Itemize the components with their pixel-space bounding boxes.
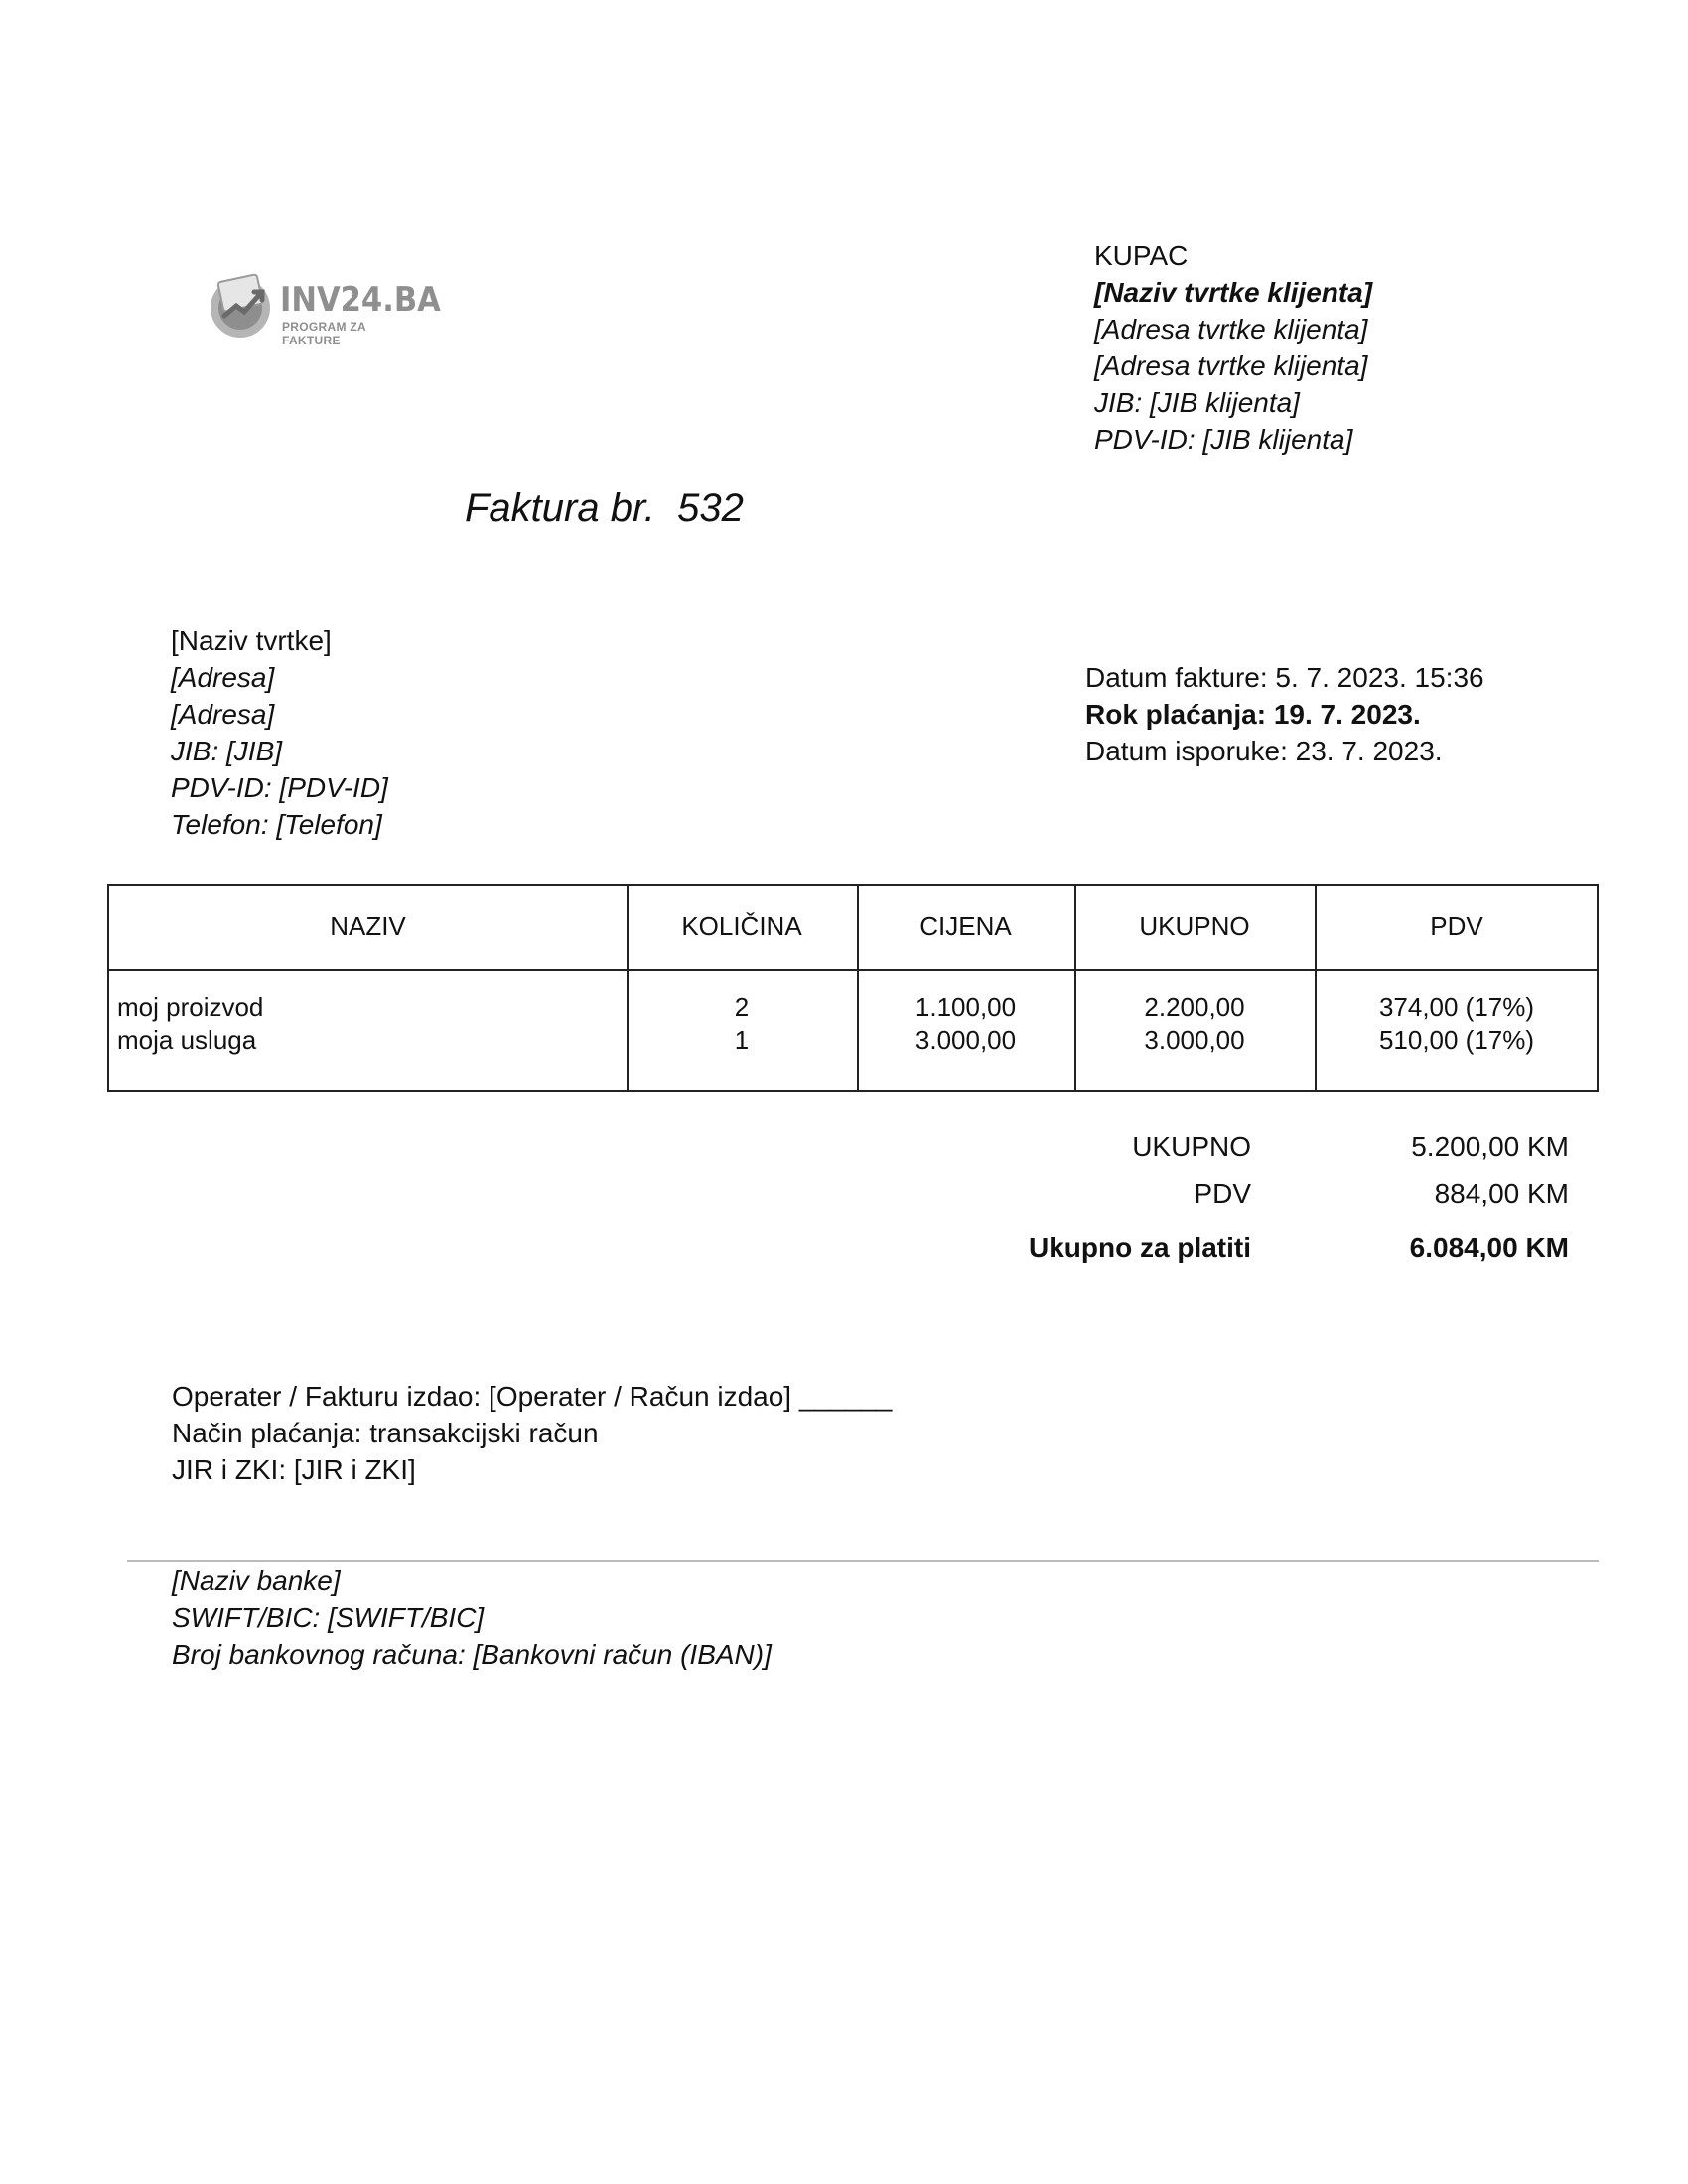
table-row-2-naziv: moja usluga: [117, 1025, 257, 1055]
table-row-1-naziv: moj proizvod: [117, 992, 264, 1022]
header-pdv: PDV: [1430, 911, 1483, 941]
logo-icon: [207, 270, 278, 341]
delivery-date: Datum isporuke: 23. 7. 2023.: [1085, 736, 1443, 766]
bank-account: Broj bankovnog računa: [Bankovni račun (IBAN)]: [172, 1639, 772, 1670]
table-row-1-cijena: 1.100,00: [914, 992, 1017, 1022]
bank-swift: SWIFT/BIC: [SWIFT/BIC]: [172, 1602, 485, 1633]
buyer-name: [Naziv tvrtke klijenta]: [1094, 277, 1373, 308]
operator-line: Operater / Fakturu izdao: [Operater / Račun izdao] ______: [172, 1381, 893, 1412]
seller-jib: JIB: [JIB]: [171, 736, 283, 766]
header-kolicina: KOLIČINA: [681, 911, 802, 941]
vat-value: 884,00 KM: [1434, 1178, 1569, 1209]
subtotal-value: 5.200,00 KM: [1411, 1131, 1569, 1161]
issuer-info: [172, 1378, 892, 1488]
header-divider: [109, 969, 1597, 971]
items-table: [107, 884, 1599, 1092]
jir-zki: JIR i ZKI: [JIR i ZKI]: [172, 1454, 416, 1485]
invoice-date: Datum fakture: 5. 7. 2023. 15:36: [1085, 662, 1484, 693]
header-naziv: NAZIV: [330, 911, 406, 941]
table-row-2-cijena: 3.000,00: [914, 1025, 1017, 1055]
seller-address-2: [Adresa]: [171, 699, 275, 730]
buyer-address-2: [Adresa tvrtke klijenta]: [1094, 350, 1368, 381]
table-row-1-kolicina: 2: [734, 992, 750, 1022]
invoice-title: Faktura br. 532: [465, 486, 744, 530]
table-row-2-ukupno: 3.000,00: [1144, 1025, 1245, 1055]
table-row-1-pdv: 374,00 (17%): [1378, 992, 1535, 1022]
footer-divider: [127, 1560, 1599, 1562]
seller-block: [171, 622, 388, 843]
vat-label: PDV: [1194, 1178, 1251, 1209]
seller-address-1: [Adresa]: [171, 662, 275, 693]
company-logo: [207, 270, 441, 347]
seller-phone: Telefon: [Telefon]: [171, 809, 382, 840]
buyer-heading: KUPAC: [1094, 240, 1189, 271]
buyer-block: [1094, 237, 1372, 458]
header-ukupno: UKUPNO: [1139, 911, 1250, 941]
buyer-address-1: [Adresa tvrtke klijenta]: [1094, 314, 1368, 344]
table-row-2-pdv: 510,00 (17%): [1378, 1025, 1535, 1055]
bank-block: [172, 1563, 772, 1673]
bank-name: [Naziv banke]: [172, 1566, 341, 1596]
seller-pdv-id: PDV-ID: [PDV-ID]: [171, 772, 388, 803]
dates-block: [1085, 659, 1484, 769]
seller-name: [Naziv tvrtke]: [171, 625, 332, 656]
table-row-2-kolicina: 1: [734, 1025, 750, 1055]
logo-brand: INV24.BA: [280, 280, 441, 320]
table-row-1-ukupno: 2.200,00: [1144, 992, 1245, 1022]
grand-total-value: 6.084,00 KM: [1409, 1232, 1569, 1263]
logo-tagline: PROGRAM ZA FAKTURE: [282, 320, 366, 347]
due-date: Rok plaćanja: 19. 7. 2023.: [1085, 699, 1421, 730]
buyer-pdv-id: PDV-ID: [JIB klijenta]: [1094, 424, 1353, 455]
payment-method: Način plaćanja: transakcijski račun: [172, 1418, 599, 1448]
header-cijena: CIJENA: [919, 911, 1012, 941]
subtotal-label: UKUPNO: [1132, 1131, 1251, 1161]
grand-total-label: Ukupno za platiti: [1029, 1232, 1251, 1263]
buyer-jib: JIB: [JIB klijenta]: [1094, 387, 1300, 418]
